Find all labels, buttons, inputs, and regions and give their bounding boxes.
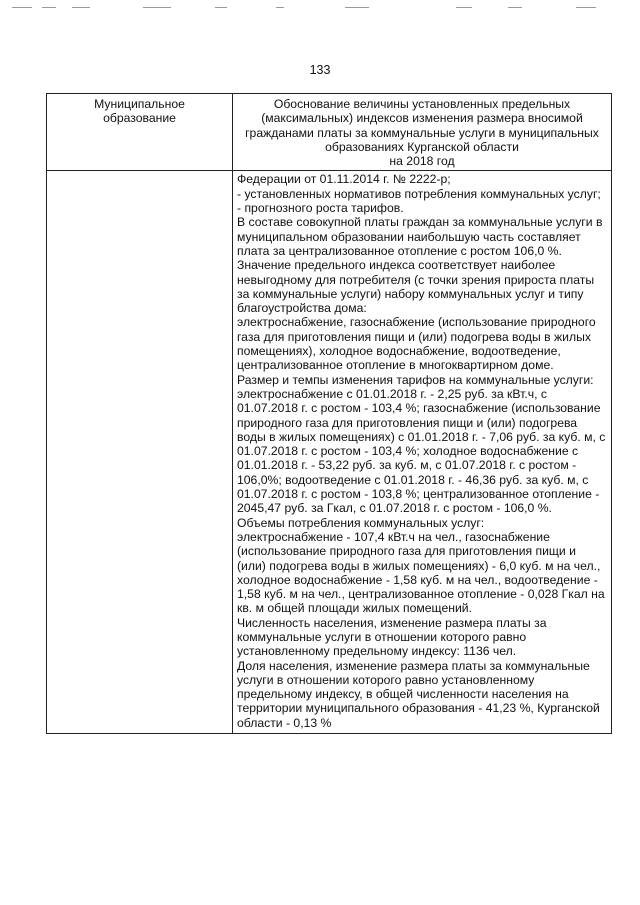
scan-artifact-line <box>508 7 522 8</box>
paragraph: - установленных нормативов потребления коммунальных услуг; <box>237 186 601 201</box>
paragraph: Численность населения, изменение размера платы за коммунальные услуги в отношении которого равно установленному предельному индексу: 1136 чел. <box>237 615 547 659</box>
scan-artifact-line <box>456 7 472 8</box>
header-justification-cell <box>233 94 612 171</box>
paragraph: Значение предельного индекса соответствует наиболее невыгодному для потребителя (с точки зрения прироста платы за коммунальные услуги) набору коммунальных услуг и типу благоустройства дома: <box>237 258 595 316</box>
paragraph: Размер и темпы изменения тарифов на коммунальные услуги: <box>237 372 594 387</box>
scan-artifact-line <box>72 7 90 8</box>
scan-artifact-line <box>215 7 227 8</box>
paragraph: Объемы потребления коммунальных услуг: <box>237 515 485 530</box>
paragraph: электроснабжение, газоснабжение (использование природного газа для приготовления пищи и (или) подогрева воды в жилых помещениях), холодное водоснабжение, водоотведение, централизованное отопление в многоквартирном доме. <box>237 315 596 373</box>
paragraph: Федерации от 01.11.2014 г. № 2222-р; <box>237 172 451 187</box>
paragraph: - прогнозного роста тарифов. <box>237 201 404 216</box>
page-number: 133 <box>309 63 331 77</box>
scan-artifact-line <box>276 7 284 8</box>
header-municipality-text: Муниципальное образование <box>94 97 185 126</box>
scan-artifact-line <box>143 7 171 8</box>
table-header-row <box>47 94 612 171</box>
scan-artifact-line <box>12 7 32 8</box>
justification-cell <box>233 171 612 734</box>
header-justification-text: Обоснование величины установленных предельных (максимальных) индексов изменения размера вносимой гражданами платы за коммунальные услуги в муниципальных образованиях Курганской области на 2018 год <box>245 97 599 169</box>
header-municipality-cell <box>47 94 233 171</box>
scan-artifact-line <box>576 7 596 8</box>
table-row <box>47 171 612 734</box>
municipality-cell <box>47 171 233 734</box>
scan-artifact-line <box>42 7 56 8</box>
scan-artifact-line <box>345 7 369 8</box>
paragraph: электроснабжение с 01.01.2018 г. - 2,25 руб. за кВт.ч, с 01.07.2018 г. с ростом - 103,4 %; газоснабжение (использование природного газа для приготовления пищи и (или) подогрева воды в жилых помещениях) с 01.01.2018 г. - 7,06 руб. за куб. м, с 01.07.2018 г. с ростом - 103,4 %; холодное водоснабжение с 01.01.2018 г. - 53,22 руб. за куб. м, с 01.07.2018 г. с ростом - 106,0%; водоотведение с 01.01.2018 г. - 46,36 руб. за куб. м, с 01.07.2018 г. с ростом - 103,8 %; централизованное отопление - 2045,47 руб. за Гкал, с 01.07.2018 г. с ростом - 106,0 %. <box>237 386 606 516</box>
paragraph: электроснабжение - 107,4 кВт.ч на чел., газоснабжение (использование природного газа для приготовления пищи и (или) подогрева воды в жилых помещениях) - 6,0 куб. м на чел., холодное водоснабжение - 1,58 куб. м на чел., водоотведение - 1,58 куб. м на чел., централизованное отопление - 0,028 Гкал на кв. м общей площади жилых помещений. <box>237 529 605 616</box>
paragraph: Доля населения, изменение размера платы за коммунальные услуги в отношении которого равно установленному предельному индексу, в общей численности населения на территории муниципального образования - 41,23 %, Курганской области - 0,13 % <box>237 658 600 730</box>
justification-table <box>46 93 612 734</box>
paragraph: В составе совокупной платы граждан за коммунальные услуги в муниципальном образовании наибольшую часть составляет плата за централизованное отопление с ростом 106,0 %. <box>237 215 603 258</box>
